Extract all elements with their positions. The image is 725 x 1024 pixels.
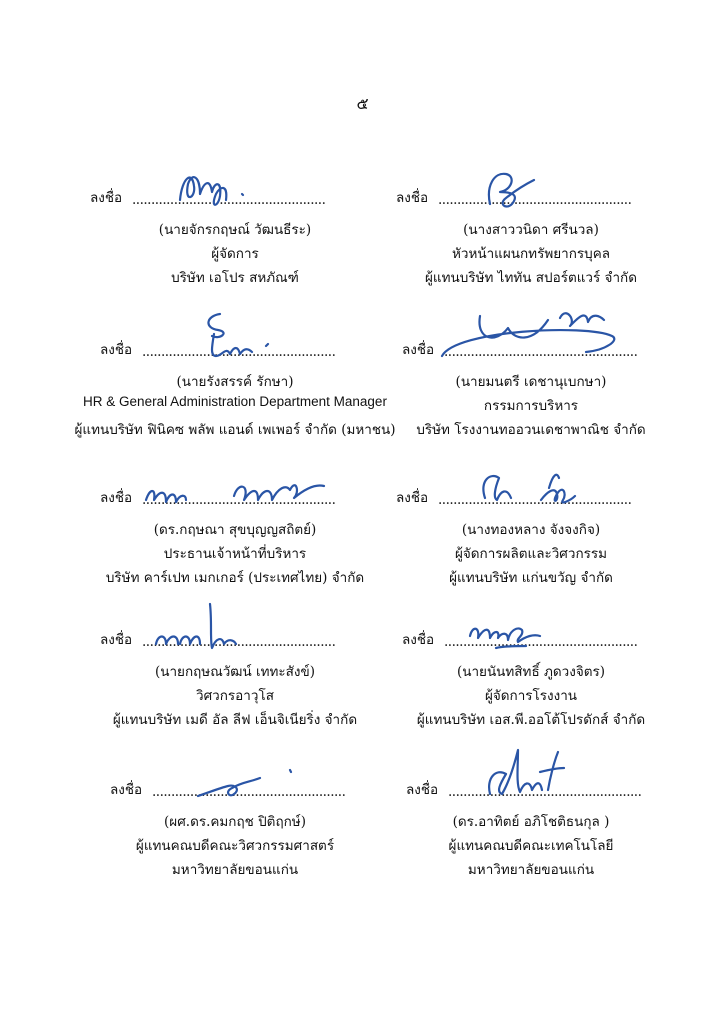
handwritten-signature: [476, 744, 596, 808]
signatory-name: (นายรังสรรค์ รักษา): [176, 374, 294, 390]
signature-block: [70, 178, 400, 284]
signature-block: [366, 478, 696, 584]
signatory-title: ผู้จัดการผลิตและวิศวกรรม: [454, 546, 608, 562]
handwritten-signature: [140, 470, 340, 514]
signatory-org: ผู้แทนบริษัท แก่นขวัญ จำกัด: [449, 570, 613, 586]
signature-block: [70, 330, 400, 436]
signature-line: ...................................................: [142, 634, 336, 650]
signature-block: [366, 178, 696, 284]
signatory-title: ผู้แทนคณบดีคณะเทคโนโลยี: [448, 838, 614, 854]
signatory-org: มหาวิทยาลัยขอนแก่น: [467, 862, 595, 878]
signature-block: [366, 770, 696, 876]
signature-line: ...................................................: [444, 634, 638, 650]
sign-label: ลงชื่อ: [396, 190, 429, 206]
signatory-name: (ผศ.ดร.คมกฤช ปิติฤกษ์): [164, 814, 306, 830]
signature-line: ...................................................: [142, 492, 336, 508]
page-number: ๕: [356, 94, 369, 113]
sign-label: ลงชื่อ: [100, 632, 133, 648]
signature-line: ...................................................: [448, 784, 642, 800]
signature-block: [70, 770, 400, 876]
signatory-name: (ดร.กฤษณา สุขบุญญสถิตย์): [153, 522, 317, 538]
signatory-title: ผู้แทนคณบดีคณะวิศวกรรมศาสตร์: [135, 838, 335, 854]
handwritten-signature: [466, 616, 586, 656]
signatory-title: วิศวกรอาวุโส: [196, 688, 274, 704]
signatory-name: (นายมนตรี เดชานุเบกษา): [455, 374, 607, 390]
signature-line: ...................................................: [438, 192, 632, 208]
sign-label: ลงชื่อ: [402, 342, 435, 358]
signature-line: ...................................................: [152, 784, 346, 800]
signatory-org: ผู้แทนบริษัท เมดี อัล ลีฟ เอ็นจิเนียริ่ง จำกัด: [112, 712, 358, 728]
signatory-org: ผู้แทนบริษัท ไททัน สปอร์ตแวร์ จำกัด: [425, 270, 637, 286]
sign-label: ลงชื่อ: [406, 782, 439, 798]
signatory-title: ผู้จัดการโรงงาน: [484, 688, 578, 704]
handwritten-signature: [476, 164, 586, 214]
signature-line: ...................................................: [142, 344, 336, 360]
signatory-name: (ดร.อาทิตย์ อภิโชติธนกุล ): [452, 814, 610, 830]
sign-label: ลงชื่อ: [110, 782, 143, 798]
signatory-name: (นายกฤษณวัฒน์ เททะสังข์): [154, 664, 316, 680]
signature-block: [366, 330, 696, 436]
signatory-title: ประธานเจ้าหน้าที่บริหาร: [163, 546, 307, 562]
handwritten-signature: [436, 300, 626, 370]
sign-label: ลงชื่อ: [100, 342, 133, 358]
signatory-title: กรรมการบริหาร: [483, 398, 579, 414]
signature-block: [70, 478, 400, 584]
signatory-name: (นางสาววนิดา ศรีนวล): [463, 222, 599, 238]
signatory-name: (นายจักรกฤษณ์ วัฒนธีระ): [158, 222, 312, 238]
handwritten-signature: [170, 164, 280, 214]
signatory-org: ผู้แทนบริษัท เอส.พี.ออโต้โปรดักส์ จำกัด: [416, 712, 646, 728]
signatory-org: บริษัท เอโปร สหภัณฑ์: [171, 270, 299, 286]
signatory-org: มหาวิทยาลัยขอนแก่น: [171, 862, 299, 878]
handwritten-signature: [471, 464, 591, 514]
signatory-title: HR & General Administration Department Manager: [83, 394, 387, 409]
signature-block: [70, 620, 400, 726]
sign-label: ลงชื่อ: [90, 190, 123, 206]
signature-line: ...................................................: [444, 344, 638, 360]
signatory-name: (นายนันทสิทธิ์ ภูดวงจิตร): [456, 664, 606, 680]
sign-label: ลงชื่อ: [402, 632, 435, 648]
signatory-name: (นางทองหลาง จังจงกิจ): [461, 522, 601, 538]
signatory-org: บริษัท คาร์เปท เมกเกอร์ (ประเทศไทย) จำกัด: [105, 570, 365, 586]
signatory-org: บริษัท โรงงานทออวนเดชาพาณิช จำกัด: [416, 422, 646, 438]
signature-block: [366, 620, 696, 726]
signatory-org: ผู้แทนบริษัท ฟินิคซ พลัพ แอนด์ เพเพอร์ จำกัด (มหาชน): [74, 422, 396, 438]
handwritten-signature: [190, 306, 300, 366]
sign-label: ลงชื่อ: [100, 490, 133, 506]
signatory-title: หัวหน้าแผนกทรัพยากรบุคล: [451, 246, 611, 262]
handwritten-signature: [190, 766, 320, 806]
signature-line: ...................................................: [438, 492, 632, 508]
handwritten-signature: [150, 600, 300, 660]
sign-label: ลงชื่อ: [396, 490, 429, 506]
signature-line: ...................................................: [132, 192, 326, 208]
signatory-title: ผู้จัดการ: [211, 246, 259, 262]
